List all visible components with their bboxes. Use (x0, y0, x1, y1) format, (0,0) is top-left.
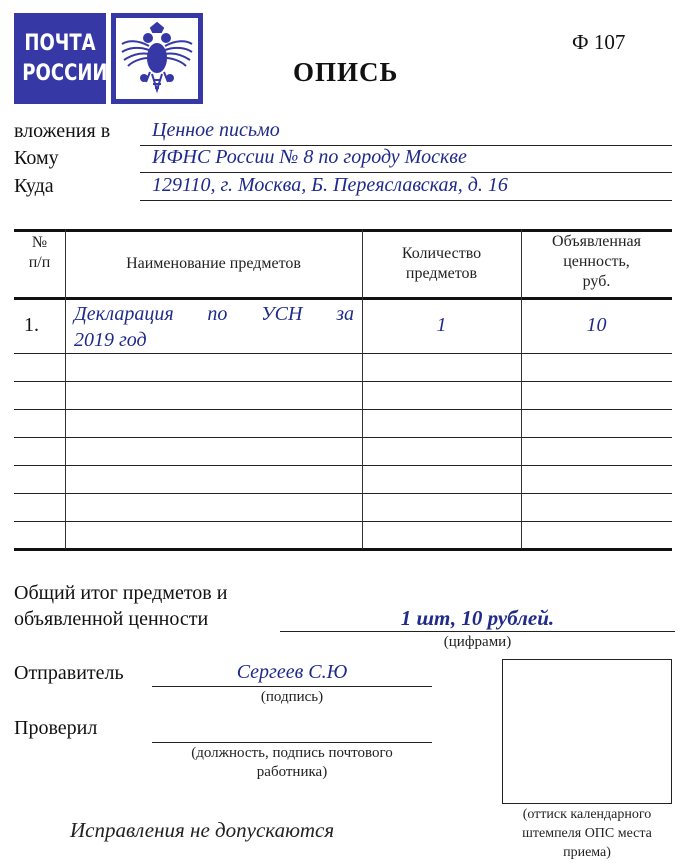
header-text: предметов (405, 265, 478, 282)
row-divider (14, 437, 672, 438)
table-bottom-border (14, 548, 672, 551)
recipient-label: Кому (14, 147, 59, 169)
row-divider (14, 521, 672, 522)
item-name-line: Декларация по УСН за (74, 303, 354, 325)
enclosure-type-label: вложения в (14, 120, 111, 142)
totals-label-line: объявленной ценности (14, 608, 209, 630)
form-number: Ф 107 (572, 30, 626, 54)
row-divider (14, 409, 672, 410)
item-name-line: 2019 год (74, 329, 147, 351)
column-header-quantity (362, 244, 521, 284)
header-text: руб. (582, 273, 611, 290)
row-divider (14, 493, 672, 494)
column-divider (65, 229, 66, 549)
totals-value[interactable]: 1 шт, 10 рублей. (400, 606, 555, 630)
caption-line: (должность, подпись почтового (191, 745, 393, 761)
row-divider (14, 353, 672, 354)
totals-underline (280, 631, 675, 632)
russian-post-logo-emblem (111, 13, 203, 104)
sender-caption: (подпись) (260, 689, 324, 705)
row-divider (14, 381, 672, 382)
checked-by-underline (152, 742, 432, 743)
destination-value[interactable]: 129110, г. Москва, Б. Переяславская, д. 16 (152, 174, 508, 196)
header-text: Количество (401, 245, 482, 262)
stamp-caption (495, 805, 679, 862)
totals-caption: (цифрами) (443, 634, 512, 650)
russian-post-logo-text (14, 13, 106, 104)
column-header-number (14, 233, 65, 273)
checked-by-label: Проверил (14, 717, 98, 739)
double-headed-eagle-icon (116, 18, 198, 99)
checked-by-caption (152, 744, 432, 782)
header-text: ценность, (563, 253, 630, 270)
header-text: Наименование предметов (126, 255, 301, 272)
sender-underline (152, 686, 432, 687)
row-1-value[interactable]: 10 (586, 314, 607, 336)
row-1-item-name[interactable] (74, 301, 354, 353)
logo-line-2: РОССИИ (22, 61, 108, 86)
sender-signature[interactable]: Сергеев С.Ю (236, 661, 348, 683)
column-header-name (65, 254, 362, 274)
page-title: ОПИСЬ (293, 57, 399, 87)
postmark-stamp-box (502, 659, 672, 804)
totals-label-line: Общий итог предметов и (14, 582, 228, 604)
corrections-not-allowed-note: Исправления не допускаются (70, 818, 335, 842)
recipient-value[interactable]: ИФНС России № 8 по городу Москве (152, 146, 467, 168)
row-1-quantity[interactable]: 1 (436, 314, 447, 336)
sender-label: Отправитель (14, 662, 124, 684)
row-1-number: 1. (24, 314, 39, 336)
recipient-underline (140, 172, 672, 173)
header-text: № (31, 234, 48, 251)
row-divider (14, 465, 672, 466)
totals-label (14, 580, 227, 632)
table-header-border (14, 297, 672, 300)
caption-line: работника) (256, 764, 328, 780)
header-text: п/п (28, 254, 51, 271)
enclosure-type-value[interactable]: Ценное письмо (152, 119, 280, 141)
destination-label: Куда (14, 175, 54, 197)
destination-underline (140, 200, 672, 201)
column-header-value (521, 232, 672, 292)
caption-line: (оттиск календарного (522, 807, 652, 822)
caption-line: штемпеля ОПС места (522, 826, 652, 841)
header-text: Объявленная (552, 233, 641, 250)
logo-line-1: ПОЧТА (24, 31, 96, 56)
caption-line: приема) (563, 845, 611, 860)
